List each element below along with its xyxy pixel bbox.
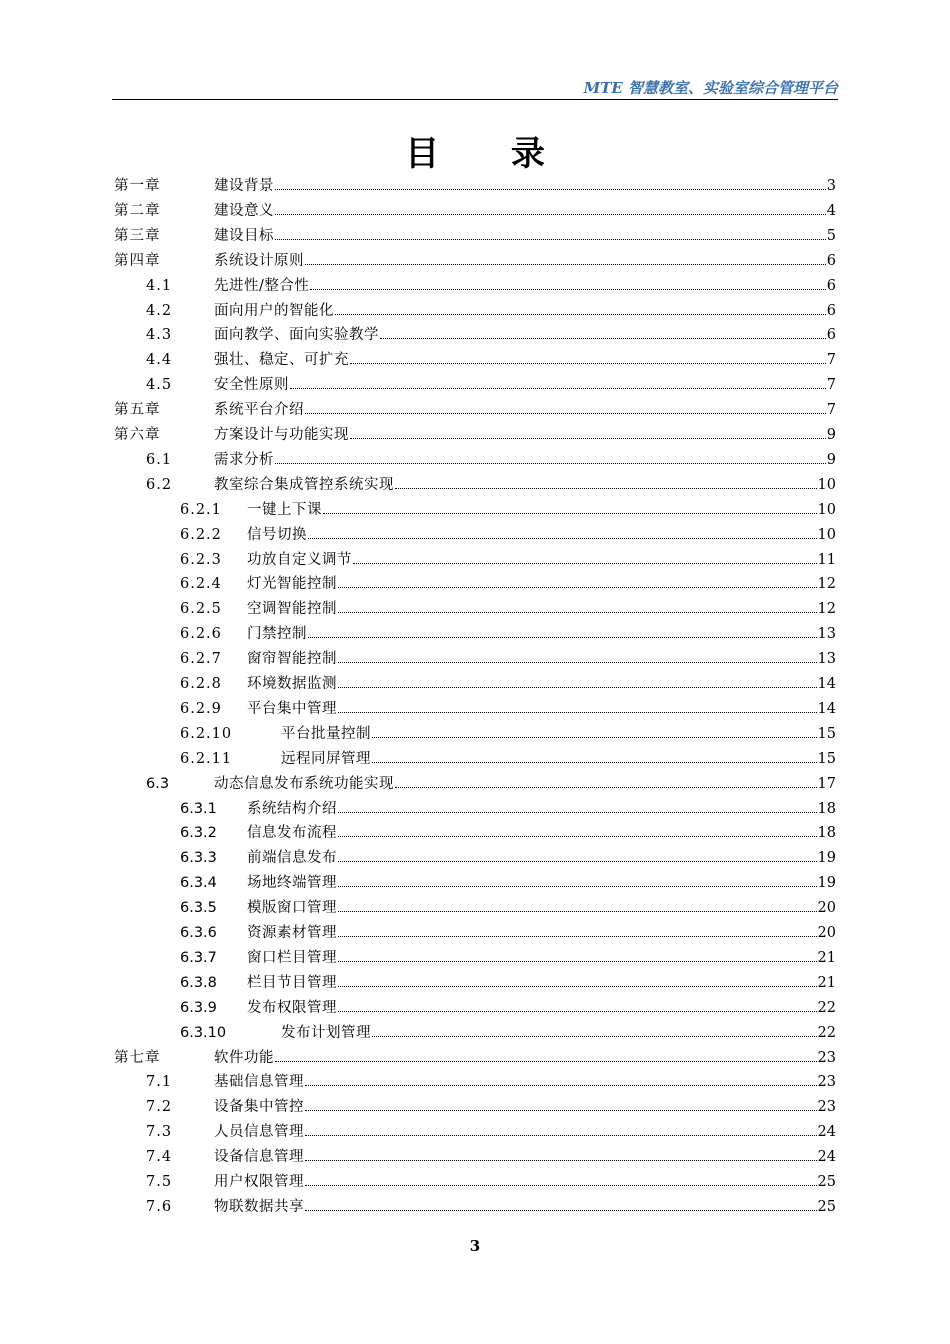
toc-entry[interactable] (0, 548, 950, 572)
toc-entry-number: 7.2 (146, 1099, 173, 1116)
toc-dot-leader (338, 911, 817, 912)
toc-entry-page: 18 (817, 825, 836, 842)
toc-entry-page: 14 (817, 676, 836, 692)
toc-entry-title: 一键上下课 (247, 501, 322, 518)
toc-entry-number: 7.3 (146, 1124, 173, 1141)
toc-entry-page: 9 (826, 451, 836, 468)
toc-entry-page: 25 (817, 1174, 836, 1190)
toc-entry-title: 系统平台介绍 (214, 402, 304, 419)
toc-dot-leader (338, 712, 817, 713)
toc-entry[interactable] (0, 697, 950, 721)
toc-entry-page: 24 (817, 1149, 836, 1166)
toc-entry[interactable] (0, 373, 950, 397)
toc-dot-leader (350, 438, 826, 439)
toc-entry[interactable] (0, 249, 950, 273)
toc-entry-title: 灯光智能控制 (247, 576, 337, 593)
toc-dot-leader (380, 338, 826, 339)
toc-entry-number: 第六章 (114, 427, 161, 443)
toc-entry-number: 6.2.5 (180, 601, 222, 618)
toc-entry[interactable] (0, 821, 950, 845)
toc-entry-title: 环境数据监测 (247, 676, 337, 692)
toc-entry-page: 7 (826, 352, 836, 369)
toc-entry-page: 10 (817, 501, 836, 518)
toc-dot-leader (305, 1135, 817, 1136)
toc-dot-leader (290, 388, 826, 389)
toc-entry-page: 6 (826, 252, 836, 269)
toc-entry-page: 12 (817, 601, 836, 618)
toc-entry-number: 6.2.9 (180, 700, 222, 717)
toc-dot-leader (353, 563, 817, 564)
toc-entry-page: 9 (826, 427, 836, 443)
toc-entry-title: 系统设计原则 (214, 252, 304, 269)
toc-entry-title: 信号切换 (247, 526, 307, 543)
toc-entry-page: 15 (817, 725, 836, 742)
toc-entry-number: 4.1 (146, 277, 173, 294)
toc-entry-number: 6.2.11 (180, 750, 233, 767)
toc-entry[interactable] (0, 498, 950, 522)
toc-dot-leader (338, 587, 817, 588)
toc-entry[interactable] (0, 996, 950, 1020)
toc-entry[interactable] (0, 1021, 950, 1045)
toc-entry[interactable] (0, 622, 950, 646)
toc-entry-page: 10 (817, 526, 836, 543)
toc-entry[interactable] (0, 572, 950, 596)
toc-entry-title: 建设目标 (214, 227, 274, 244)
toc-dot-leader (338, 986, 817, 987)
toc-entry-number: 第一章 (114, 178, 161, 194)
toc-entry-number: 7.5 (146, 1174, 173, 1190)
toc-dot-leader (305, 1110, 817, 1111)
toc-entry-page: 23 (817, 1099, 836, 1116)
toc-entry-page: 23 (817, 1049, 836, 1066)
toc-entry-page: 17 (817, 775, 836, 792)
toc-entry-number: 4.2 (146, 302, 173, 319)
toc-entry-number: 6.2.6 (180, 626, 222, 643)
toc-entry[interactable] (0, 1170, 950, 1194)
toc-entry-page: 23 (817, 1074, 836, 1091)
toc-entry-page: 15 (817, 750, 836, 767)
toc-dot-leader (372, 762, 817, 763)
toc-dot-leader (308, 637, 817, 638)
toc-entry[interactable] (0, 199, 950, 223)
toc-entry[interactable] (0, 224, 950, 248)
toc-entry[interactable] (0, 423, 950, 447)
toc-entry[interactable] (0, 871, 950, 895)
toc-heading: 目 录 (405, 134, 575, 174)
toc-entry-number: 6.2.2 (180, 526, 222, 543)
toc-entry-title: 门禁控制 (247, 626, 307, 643)
toc-entry-title: 发布计划管理 (281, 1024, 371, 1041)
toc-entry-page: 21 (817, 949, 836, 966)
toc-entry-number: 6.2.4 (180, 576, 222, 593)
toc-entry-number: 第五章 (114, 402, 161, 419)
toc-entry-title: 空调智能控制 (247, 601, 337, 618)
toc-entry[interactable] (0, 946, 950, 970)
toc-entry-number: 6.2.7 (180, 651, 222, 668)
toc-entry-page: 19 (817, 875, 836, 892)
toc-entry-title: 发布权限管理 (247, 999, 337, 1016)
toc-entry-page: 21 (817, 974, 836, 991)
toc-dot-leader (305, 1085, 817, 1086)
toc-entry[interactable] (0, 722, 950, 746)
toc-dot-leader (338, 836, 817, 837)
toc-entry[interactable] (0, 672, 950, 696)
toc-entry[interactable] (0, 348, 950, 372)
toc-entry-page: 22 (817, 999, 836, 1016)
toc-entry-page: 6 (826, 302, 836, 319)
toc-entry[interactable] (0, 1070, 950, 1094)
toc-entry-page: 11 (817, 551, 836, 568)
toc-dot-leader (275, 463, 826, 464)
toc-entry-number: 6.3.9 (180, 999, 217, 1016)
toc-entry-page: 6 (826, 277, 836, 294)
toc-dot-leader (335, 314, 826, 315)
toc-entry-title: 前端信息发布 (247, 850, 337, 867)
toc-entry-page: 3 (826, 178, 836, 194)
toc-entry[interactable] (0, 398, 950, 422)
toc-entry-number: 第二章 (114, 202, 161, 219)
toc-entry-number: 6.1 (146, 451, 173, 468)
toc-entry-number: 6.3.2 (180, 825, 217, 842)
toc-entry-page: 18 (817, 800, 836, 817)
toc-entry-number: 4.5 (146, 377, 173, 394)
toc-dot-leader (350, 363, 826, 364)
toc-entry-title: 人员信息管理 (214, 1124, 304, 1141)
toc-entry-title: 平台批量控制 (281, 725, 371, 742)
toc-entry-title: 面向用户的智能化 (214, 302, 334, 319)
toc-entry[interactable] (0, 647, 950, 671)
toc-dot-leader (338, 936, 817, 937)
toc-entry[interactable] (0, 473, 950, 497)
toc-entry-page: 7 (826, 402, 836, 419)
toc-entry-title: 模版窗口管理 (247, 900, 337, 917)
toc-entry-title: 基础信息管理 (214, 1074, 304, 1091)
toc-dot-leader (338, 1011, 817, 1012)
toc-entry-number: 6.2 (146, 476, 173, 493)
toc-entry-number: 6.3.10 (180, 1024, 227, 1041)
toc-entry-number: 7.4 (146, 1149, 173, 1166)
toc-entry-number: 6.3.8 (180, 974, 217, 991)
toc-entry-number: 4.4 (146, 352, 173, 369)
toc-dot-leader (338, 687, 817, 688)
toc-entry-number: 6.3.5 (180, 900, 217, 917)
toc-entry-number: 第七章 (114, 1049, 161, 1066)
toc-dot-leader (305, 264, 826, 265)
toc-entry-title: 系统结构介绍 (247, 800, 337, 817)
toc-entry-page: 20 (817, 900, 836, 917)
toc-dot-leader (338, 662, 817, 663)
toc-dot-leader (308, 538, 817, 539)
toc-dot-leader (305, 1160, 817, 1161)
toc-entry-number: 7.6 (146, 1198, 173, 1215)
header-rule (112, 99, 838, 100)
toc-dot-leader (275, 239, 826, 240)
toc-entry-page: 22 (817, 1024, 836, 1041)
toc-entry-page: 5 (826, 227, 836, 244)
toc-entry-title: 资源素材管理 (247, 925, 337, 941)
toc-entry-title: 功放自定义调节 (247, 551, 352, 568)
toc-entry-title: 建设意义 (214, 202, 274, 219)
toc-entry-number: 6.3.3 (180, 850, 217, 867)
toc-entry[interactable] (0, 921, 950, 945)
toc-entry-page: 12 (817, 576, 836, 593)
toc-entry-number: 6.2.10 (180, 725, 233, 742)
toc-entry-number: 7.1 (146, 1074, 173, 1091)
toc-entry-title: 远程同屏管理 (281, 750, 371, 767)
toc-entry[interactable] (0, 1145, 950, 1169)
toc-dot-leader (275, 1061, 817, 1062)
toc-entry[interactable] (0, 797, 950, 821)
toc-entry-number: 6.3.6 (180, 925, 217, 941)
toc-entry-title: 强壮、稳定、可扩充 (214, 352, 349, 369)
toc-dot-leader (275, 214, 826, 215)
toc-entry-number: 6.3 (146, 775, 170, 792)
toc-entry[interactable] (0, 1120, 950, 1144)
toc-entry-page: 6 (826, 327, 836, 344)
toc-entry-title: 先进性/整合性 (214, 277, 310, 294)
toc-entry-number: 6.2.1 (180, 501, 222, 518)
toc-entry-title: 设备信息管理 (214, 1149, 304, 1166)
toc-entry-title: 安全性原则 (214, 377, 289, 394)
toc-entry[interactable] (0, 1195, 950, 1219)
toc-entry-title: 软件功能 (214, 1049, 274, 1066)
toc-dot-leader (305, 413, 826, 414)
toc-entry[interactable] (0, 299, 950, 323)
toc-dot-leader (338, 961, 817, 962)
toc-entry-page: 24 (817, 1124, 836, 1141)
toc-entry-title: 栏目节目管理 (247, 974, 337, 991)
toc-entry-page: 13 (817, 626, 836, 643)
toc-entry-number: 6.2.8 (180, 676, 222, 692)
toc-entry[interactable] (0, 597, 950, 621)
toc-entry[interactable] (0, 772, 950, 796)
toc-dot-leader (305, 1185, 817, 1186)
toc-entry-title: 建设背景 (214, 178, 274, 194)
toc-entry-number: 6.3.4 (180, 875, 217, 892)
toc-dot-leader (395, 787, 817, 788)
toc-dot-leader (338, 861, 817, 862)
toc-entry-number: 6.3.7 (180, 949, 217, 966)
toc-entry-number: 4.3 (146, 327, 173, 344)
toc-entry-page: 7 (826, 377, 836, 394)
toc-entry-page: 4 (826, 202, 836, 219)
toc-dot-leader (310, 289, 825, 290)
toc-entry[interactable] (0, 323, 950, 347)
toc-entry-page: 25 (817, 1198, 836, 1215)
toc-entry[interactable] (0, 174, 950, 198)
toc-entry-title: 设备集中管控 (214, 1099, 304, 1116)
toc-dot-leader (323, 513, 817, 514)
toc-dot-leader (338, 886, 817, 887)
toc-entry-title: 教室综合集成管控系统实现 (214, 476, 394, 493)
toc-entry[interactable] (0, 896, 950, 920)
toc-entry-number: 6.3.1 (180, 800, 217, 817)
toc-entry-page: 20 (817, 925, 836, 941)
toc-entry-number: 第四章 (114, 252, 161, 269)
toc-entry[interactable] (0, 747, 950, 771)
toc-entry-number: 第三章 (114, 227, 161, 244)
toc-dot-leader (338, 612, 817, 613)
toc-dot-leader (305, 1210, 817, 1211)
toc-dot-leader (395, 488, 817, 489)
toc-entry-title: 面向教学、面向实验教学 (214, 327, 379, 344)
toc-entry[interactable] (0, 846, 950, 870)
toc-entry-page: 14 (817, 700, 836, 717)
toc-entry-page: 19 (817, 850, 836, 867)
toc-entry[interactable] (0, 971, 950, 995)
toc-entry-title: 窗口栏目管理 (247, 949, 337, 966)
toc-entry-title: 平台集中管理 (247, 700, 337, 717)
toc-entry-title: 需求分析 (214, 451, 274, 468)
toc-entry-title: 场地终端管理 (247, 875, 337, 892)
toc-entry[interactable] (0, 274, 950, 298)
toc-entry-page: 13 (817, 651, 836, 668)
toc-entry-number: 6.2.3 (180, 551, 222, 568)
toc-entry-page: 10 (817, 476, 836, 493)
page-number: 3 (469, 1237, 481, 1255)
header-title: MTE 智慧教室、实验室综合管理平台 (583, 79, 838, 97)
toc-entry-title: 用户权限管理 (214, 1174, 304, 1190)
toc-dot-leader (372, 737, 817, 738)
toc-dot-leader (275, 189, 826, 190)
toc-dot-leader (338, 812, 817, 813)
toc-dot-leader (372, 1036, 817, 1037)
toc-entry-title: 方案设计与功能实现 (214, 427, 349, 443)
toc-entry[interactable] (0, 448, 950, 472)
toc-entry-title: 信息发布流程 (247, 825, 337, 842)
toc-entry-title: 动态信息发布系统功能实现 (214, 775, 394, 792)
toc-entry-title: 窗帘智能控制 (247, 651, 337, 668)
toc-entry[interactable] (0, 1095, 950, 1119)
toc-entry[interactable] (0, 1046, 950, 1070)
toc-entry[interactable] (0, 523, 950, 547)
toc-entry-title: 物联数据共享 (214, 1198, 304, 1215)
